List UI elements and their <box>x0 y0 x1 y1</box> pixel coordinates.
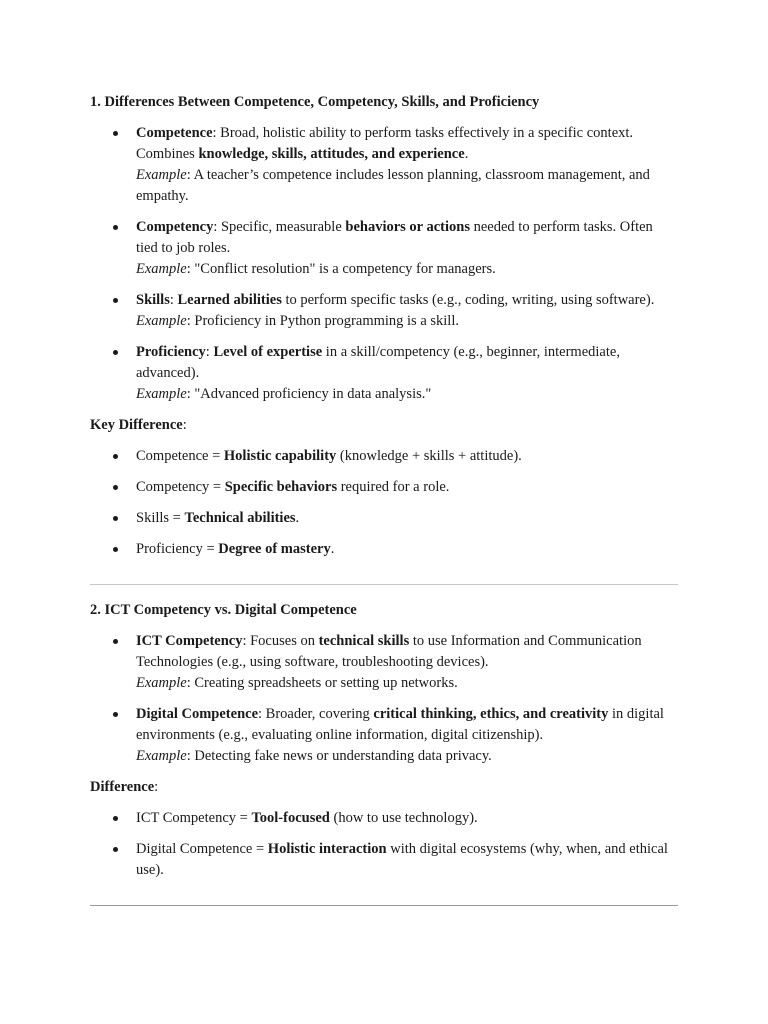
difference-colon: : <box>154 779 159 795</box>
key-item-text: Competency = <box>136 479 225 495</box>
difference-item-emphasis: Tool-focused <box>251 810 330 826</box>
definition-text: needed to perform tasks. Often tied to job roles. <box>136 219 653 256</box>
list-item-proficiency <box>90 342 678 405</box>
key-difference-text: Key Difference <box>90 417 183 433</box>
key-item-emphasis: Technical abilities <box>184 510 296 526</box>
example-text: : Detecting fake news or understanding data privacy. <box>186 748 492 764</box>
list-item-digital-competence <box>90 704 678 767</box>
section-divider <box>90 905 678 906</box>
list-item-competency <box>90 217 678 280</box>
key-item-emphasis: Degree of mastery <box>218 541 331 557</box>
key-item-emphasis: Holistic capability <box>223 448 337 464</box>
definition-line <box>136 631 678 673</box>
key-difference-colon: : <box>182 417 187 433</box>
key-item-text: . <box>330 541 335 557</box>
key-item-emphasis: Specific behaviors <box>224 479 338 495</box>
example-label: Example <box>136 675 187 691</box>
key-difference-label <box>90 415 678 436</box>
definition-text: : Broad, holistic ability to perform tasks effectively in a specific context. Combines <box>136 125 634 162</box>
key-item-text: Skills = <box>136 510 185 526</box>
example-line <box>136 384 678 405</box>
key-item <box>90 446 678 467</box>
definition-text: : Focuses on <box>242 633 319 649</box>
example-text: : "Advanced proficiency in data analysis." <box>186 386 432 402</box>
key-item <box>90 477 678 498</box>
definition-text: : <box>205 344 214 360</box>
difference-item-text: (how to use technology). <box>329 810 478 826</box>
list-item-skills <box>90 290 678 332</box>
document-page <box>90 92 678 906</box>
definition-emphasis: knowledge, skills, attitudes, and experience <box>198 146 465 162</box>
definition-text: in a skill/competency (e.g., beginner, intermediate, advanced). <box>136 344 620 381</box>
example-line <box>136 311 678 332</box>
section-2-definitions-list <box>90 631 678 767</box>
section-divider <box>90 584 678 585</box>
difference-item-text: ICT Competency = <box>136 810 252 826</box>
definition-text: : Broader, covering <box>258 706 374 722</box>
key-item-text: (knowledge + skills + attitude). <box>336 448 522 464</box>
section-1-definitions-list <box>90 123 678 405</box>
key-item <box>90 508 678 529</box>
definition-text: . <box>464 146 469 162</box>
term-label: Competency <box>136 219 214 235</box>
definition-line <box>136 290 678 311</box>
example-line <box>136 746 678 767</box>
key-difference-list <box>90 446 678 560</box>
definition-line <box>136 704 678 746</box>
definition-emphasis: Learned abilities <box>177 292 282 308</box>
example-label: Example <box>136 748 187 764</box>
definition-line <box>136 342 678 384</box>
term-label: Digital Competence <box>136 706 259 722</box>
difference-item-emphasis: Holistic interaction <box>267 841 387 857</box>
example-text: : A teacher’s competence includes lesson planning, classroom management, and empathy. <box>136 167 650 204</box>
definition-text: to use Information and Communication Technologies (e.g., using software, troubleshooting devices). <box>136 633 642 670</box>
key-item <box>90 539 678 560</box>
key-item-text: Proficiency = <box>136 541 219 557</box>
definition-text: : Specific, measurable <box>213 219 346 235</box>
term-label: Proficiency <box>136 344 206 360</box>
definition-text: to perform specific tasks (e.g., coding, writing, using software). <box>281 292 655 308</box>
section-2-heading: 2. ICT Competency vs. Digital Competence <box>90 602 357 618</box>
key-item-text: required for a role. <box>337 479 450 495</box>
difference-list <box>90 808 678 881</box>
example-line <box>136 259 678 280</box>
example-line <box>136 673 678 694</box>
list-item-competence <box>90 123 678 207</box>
example-text: : Proficiency in Python programming is a skill. <box>186 313 459 329</box>
key-item-text: . <box>295 510 300 526</box>
definition-line <box>136 123 678 165</box>
section-1-heading: 1. Differences Between Competence, Competency, Skills, and Proficiency <box>90 94 540 110</box>
example-line <box>136 165 678 207</box>
example-text: : Creating spreadsheets or setting up networks. <box>186 675 458 691</box>
definition-emphasis: critical thinking, ethics, and creativity <box>373 706 609 722</box>
definition-emphasis: behaviors or actions <box>345 219 470 235</box>
key-item-text: Competence = <box>136 448 224 464</box>
definition-text: : <box>169 292 178 308</box>
difference-label <box>90 777 678 798</box>
term-label: Skills <box>136 292 170 308</box>
definition-line <box>136 217 678 259</box>
definition-emphasis: Level of expertise <box>213 344 323 360</box>
example-label: Example <box>136 167 187 183</box>
difference-item <box>90 839 678 881</box>
example-text: : "Conflict resolution" is a competency for managers. <box>186 261 496 277</box>
list-item-ict-competency <box>90 631 678 694</box>
term-label: ICT Competency <box>136 633 243 649</box>
definition-text: in digital environments (e.g., evaluating online information, digital citizenship). <box>136 706 664 743</box>
example-label: Example <box>136 313 187 329</box>
definition-emphasis: technical skills <box>318 633 410 649</box>
difference-text: Difference <box>90 779 155 795</box>
example-label: Example <box>136 261 187 277</box>
difference-item <box>90 808 678 829</box>
difference-item-text: with digital ecosystems (why, when, and ethical use). <box>136 841 668 878</box>
example-label: Example <box>136 386 187 402</box>
difference-item-text: Digital Competence = <box>136 841 268 857</box>
term-label: Competence <box>136 125 213 141</box>
